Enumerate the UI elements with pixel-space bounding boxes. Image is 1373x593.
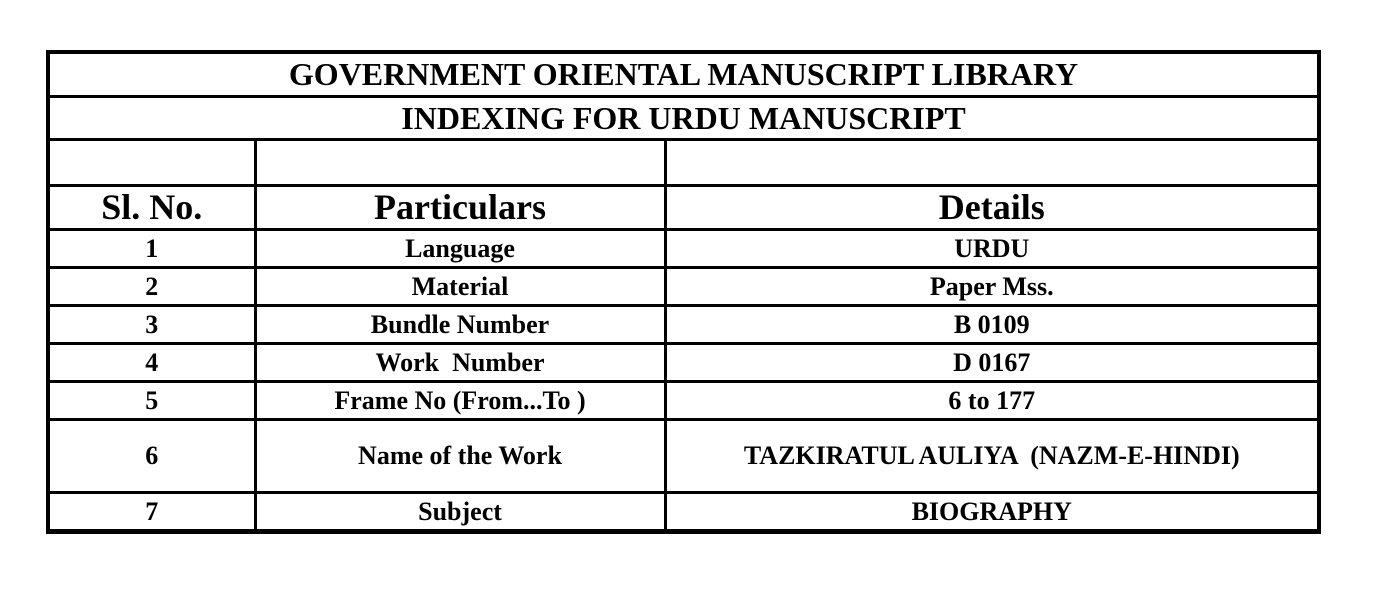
sl-no-cell: 5 bbox=[48, 382, 255, 420]
library-title: GOVERNMENT ORIENTAL MANUSCRIPT LIBRARY bbox=[48, 52, 1319, 97]
spacer-cell bbox=[255, 140, 665, 186]
particulars-cell: Material bbox=[255, 268, 665, 306]
details-cell: TAZKIRATUL AULIYA (NAZM-E-HINDI) bbox=[665, 420, 1319, 493]
table-row bbox=[48, 268, 1319, 306]
sl-no-cell: 2 bbox=[48, 268, 255, 306]
details-cell: BIOGRAPHY bbox=[665, 493, 1319, 532]
table-row bbox=[48, 344, 1319, 382]
sl-no-cell: 7 bbox=[48, 493, 255, 532]
details-cell: 6 to 177 bbox=[665, 382, 1319, 420]
details-cell: Paper Mss. bbox=[665, 268, 1319, 306]
subtitle-row bbox=[48, 97, 1319, 140]
manuscript-index-table bbox=[46, 50, 1321, 534]
spacer-cell bbox=[48, 140, 255, 186]
table-row bbox=[48, 230, 1319, 268]
particulars-cell: Work Number bbox=[255, 344, 665, 382]
index-subtitle: INDEXING FOR URDU MANUSCRIPT bbox=[48, 97, 1319, 140]
spacer-cell bbox=[665, 140, 1319, 186]
particulars-cell: Language bbox=[255, 230, 665, 268]
details-cell: URDU bbox=[665, 230, 1319, 268]
spacer-row bbox=[48, 140, 1319, 186]
manuscript-index-document bbox=[46, 50, 1321, 534]
particulars-cell: Name of the Work bbox=[255, 420, 665, 493]
header-row bbox=[48, 186, 1319, 230]
sl-no-cell: 3 bbox=[48, 306, 255, 344]
sl-no-cell: 1 bbox=[48, 230, 255, 268]
column-header-sl-no: Sl. No. bbox=[48, 186, 255, 230]
column-header-particulars: Particulars bbox=[255, 186, 665, 230]
table-row bbox=[48, 493, 1319, 532]
sl-no-cell: 4 bbox=[48, 344, 255, 382]
details-cell: D 0167 bbox=[665, 344, 1319, 382]
table-row bbox=[48, 306, 1319, 344]
title-row bbox=[48, 52, 1319, 97]
table-row bbox=[48, 382, 1319, 420]
particulars-cell: Subject bbox=[255, 493, 665, 532]
particulars-cell: Bundle Number bbox=[255, 306, 665, 344]
details-cell: B 0109 bbox=[665, 306, 1319, 344]
table-row bbox=[48, 420, 1319, 493]
column-header-details: Details bbox=[665, 186, 1319, 230]
sl-no-cell: 6 bbox=[48, 420, 255, 493]
particulars-cell: Frame No (From...To ) bbox=[255, 382, 665, 420]
